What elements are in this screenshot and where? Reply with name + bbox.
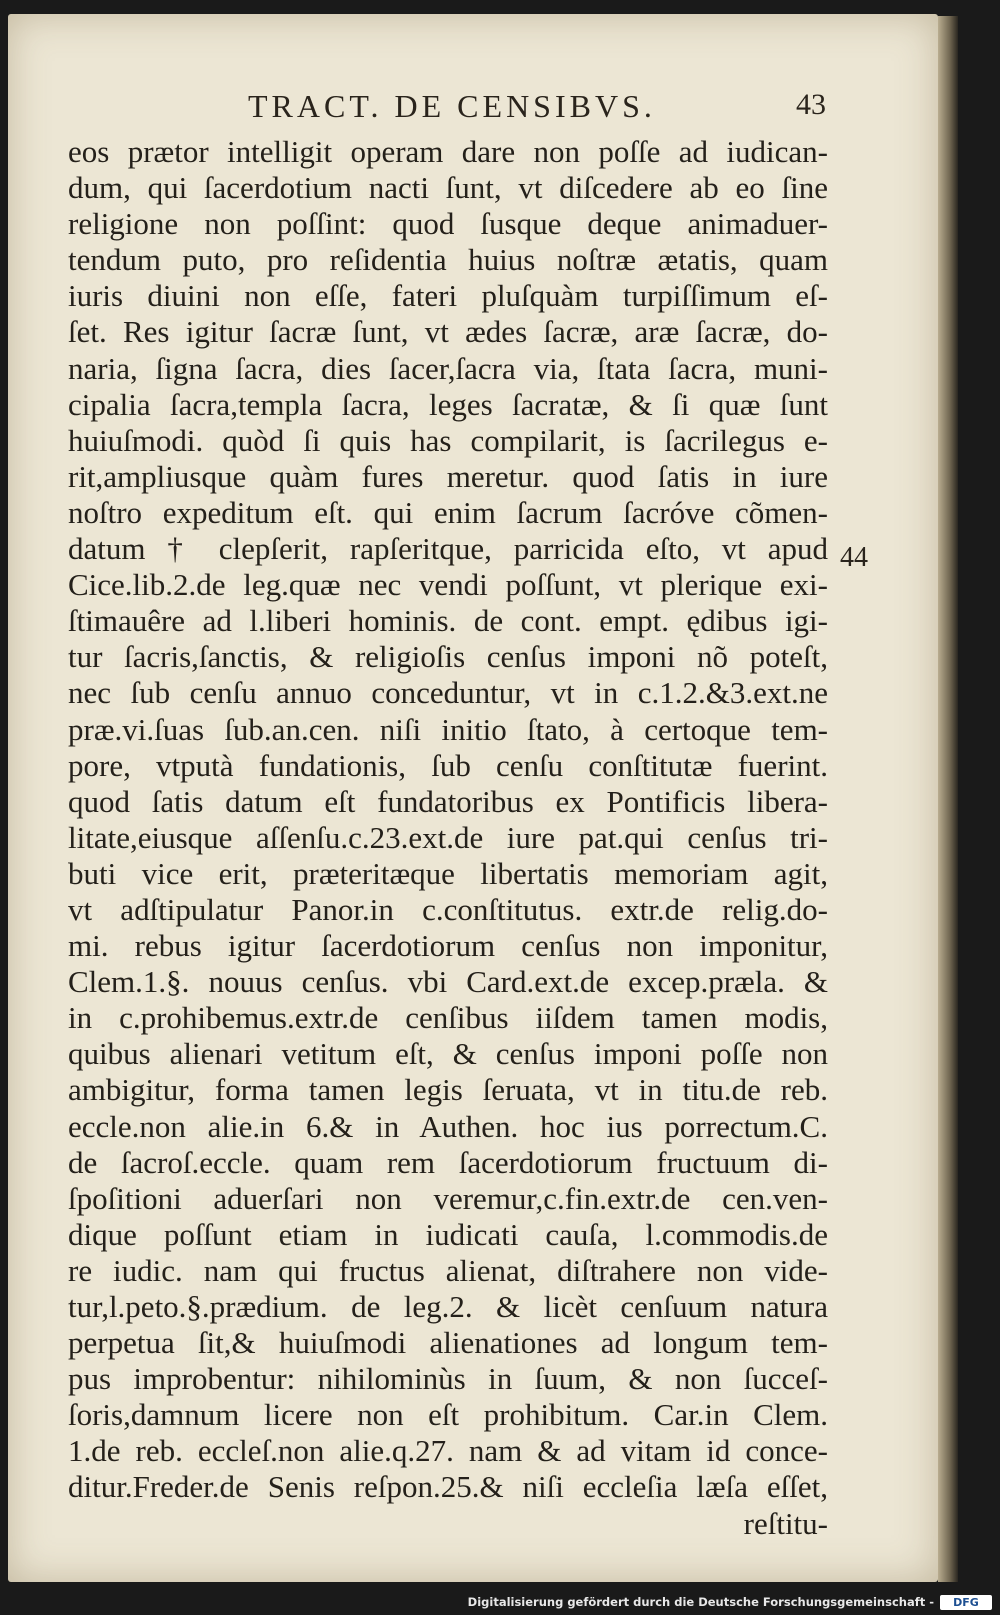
text-line: præ.vi.ſuas ſub.an.cen. niſi initio ſtato, à certoque tem- — [68, 711, 828, 747]
margin-note: 44 — [840, 542, 868, 573]
text-line: quod ſatis datum eſt fundatoribus ex Pontificis libera- — [68, 783, 828, 819]
text-line: iuris diuini non eſſe, fateri pluſquàm turpiſſimum eſ- — [68, 278, 828, 314]
text-line: mi. rebus igitur ſacerdotiorum cenſus non imponitur, — [68, 928, 828, 964]
text-line: Clem.1.§. nouus cenſus. vbi Card.ext.de excep.præla. & — [68, 964, 828, 1000]
dfg-logo: DFG — [940, 1595, 992, 1610]
text-line: datum † clepſerit, rapſeritque, parricida eſto, vt apud — [68, 531, 828, 567]
text-line: quibus alienari vetitum eſt, & cenſus imponi poſſe non — [68, 1036, 828, 1072]
text-line: noſtro expeditum eſt. qui enim ſacrum ſacróve cõmen- — [68, 494, 828, 530]
text-line: ſpoſitioni aduerſari non veremur,c.fin.extr.de cen.ven- — [68, 1180, 828, 1216]
text-line: re iudic. nam qui fructus alienat, diſtrahere non vide- — [68, 1252, 828, 1288]
text-line: ambigitur, forma tamen legis ſeruata, vt in titu.de reb. — [68, 1072, 828, 1108]
text-line: dum, qui ſacerdotium nacti ſunt, vt diſcedere ab eo ſine — [68, 170, 828, 206]
text-line: rit,ampliusque quàm fures meretur. quod ſatis in iure — [68, 458, 828, 494]
text-line: in c.prohibemus.extr.de cenſibus iiſdem tamen modis, — [68, 1000, 828, 1036]
funding-credit: Digitalisierung gefördert durch die Deutsche Forschungsgemeinschaft - — [467, 1595, 934, 1609]
text-line: litate,eiusque aſſenſu.c.23.ext.de iure pat.qui cenſus tri- — [68, 819, 828, 855]
page-header — [68, 74, 888, 128]
text-line: huiuſmodi. quòd ſi quis has compilarit, is ſacrilegus e- — [68, 422, 828, 458]
text-line: nec ſub cenſu annuo conceduntur, vt in c.1.2.&3.ext.ne — [68, 675, 828, 711]
page-edge — [938, 16, 958, 1582]
book-page — [8, 14, 938, 1582]
digitization-footer — [0, 1589, 1000, 1615]
text-line: pore, vtputà fundationis, ſub cenſu conſtitutæ fuerint. — [68, 747, 828, 783]
text-line: ditur.Freder.de Senis reſpon.25.& niſi eccleſia læſa eſſet, — [68, 1469, 828, 1505]
body-text — [68, 134, 828, 1542]
text-line: Cice.lib.2.de leg.quæ nec vendi poſſunt, vt plerique exi- — [68, 567, 828, 603]
text-line: cipalia ſacra,templa ſacra, leges ſacratæ, & ſi quæ ſunt — [68, 386, 828, 422]
text-line: buti vice erit, præteritæque libertatis memoriam agit, — [68, 855, 828, 891]
text-line: naria, ſigna ſacra, dies ſacer,ſacra via, ſtata ſacra, muni- — [68, 350, 828, 386]
text-line: dique poſſunt etiam in iudicati cauſa, l.commodis.de — [68, 1216, 828, 1252]
text-line: ſet. Res igitur ſacræ ſunt, vt ædes ſacræ, aræ ſacræ, do- — [68, 314, 828, 350]
text-line: perpetua ſit,& huiuſmodi alienationes ad longum tem- — [68, 1325, 828, 1361]
text-line: eccle.non alie.in 6.& in Authen. hoc ius porrectum.C. — [68, 1108, 828, 1144]
catchword: reſtitu- — [743, 1505, 828, 1541]
text-line: tur ſacris,ſanctis, & religioſis cenſus imponi nõ poteſt, — [68, 639, 828, 675]
text-line: vt adſtipulatur Panor.in c.conſtitutus. extr.de relig.do- — [68, 891, 828, 927]
text-line: 1.de reb. eccleſ.non alie.q.27. nam & ad vitam id conce- — [68, 1433, 828, 1469]
text-line: eos prætor intelligit operam dare non poſſe ad iudican- — [68, 134, 828, 169]
running-head: TRACT. DE CENSIBVS. — [248, 88, 656, 124]
text-line: de ſacroſ.eccle. quam rem ſacerdotiorum fructuum di- — [68, 1144, 828, 1180]
text-line: religione non poſſint: quod ſusque deque animaduer- — [68, 206, 828, 242]
text-line: tendum puto, pro reſidentia huius noſtræ ætatis, quam — [68, 242, 828, 278]
page-number: 43 — [796, 88, 826, 121]
text-line: tur,l.peto.§.prædium. de leg.2. & licèt cenſuum natura — [68, 1289, 828, 1324]
text-line: ſtimauêre ad l.liberi hominis. de cont. empt. ędibus igi- — [68, 603, 828, 639]
text-line: pus improbentur: nihilominùs in ſuum, & non ſucceſ- — [68, 1361, 828, 1397]
text-line: ſoris,damnum licere non eſt prohibitum. Car.in Clem. — [68, 1397, 828, 1433]
